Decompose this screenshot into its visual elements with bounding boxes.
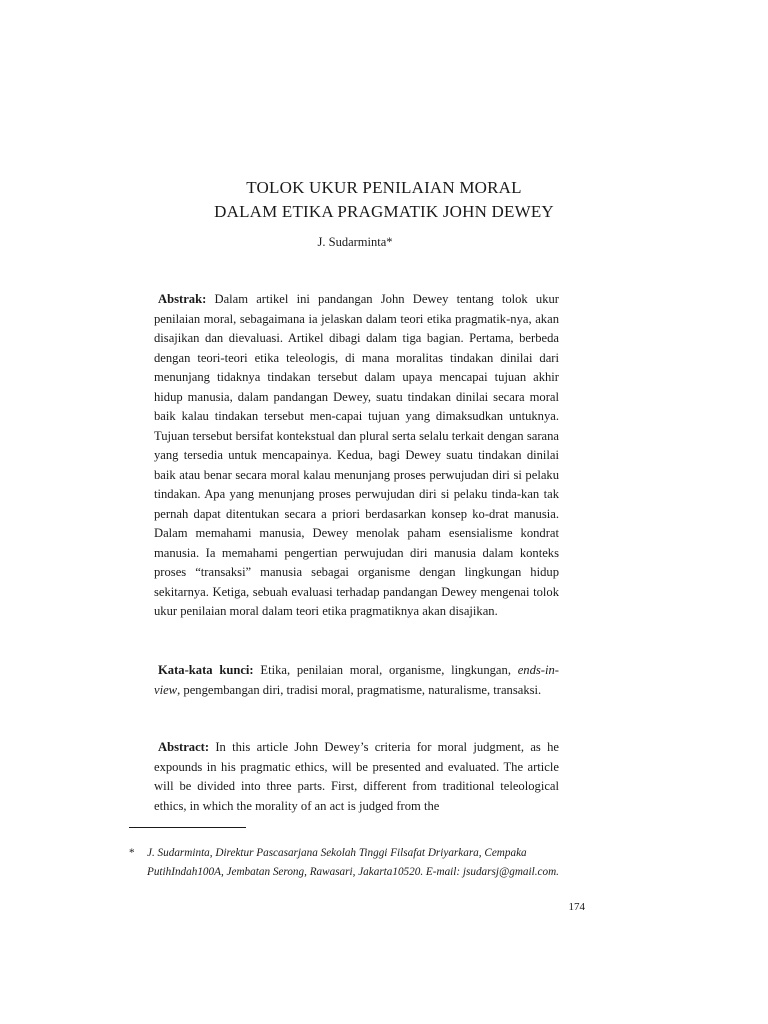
author-name: J. Sudarminta* [317,235,393,249]
abstract-indonesian-text: Dalam artikel ini pandangan John Dewey tentang tolok ukur penilaian moral, sebagaimana ia jelaskan dalam teori etika pragmatik-nya, akan disajikan dan dievaluasi. Artikel dibagi dalam tiga bagian. Pertama, berbeda dengan teori-teori etika teleologis, di mana moralitas tindakan dinilai dari menunjang tidaknya tindakan tersebut dalam upaya mencapai tujuan akhir hidup manusia, dalam pandangan Dewey, suatu tindakan dinilai secara moral baik kalau tindakan tersebut men-capai tujuan yang dimaksudkan untuknya. Tujuan tersebut bersifat kontekstual dan plural serta selalu terkait dengan sarana yang tersedia untuk mencapainya. Kedua, bagi Dewey suatu tindakan dinilai baik atau benar secara moral kalau menunjang proses perwujudan diri si pelaku tindakan. Apa yang menunjang proses perwujudan diri si pelaku tinda-kan tak pernah dapat ditentukan secara a priori berdasarkan konsep ko-drat manusia. Dalam memahami manusia, Dewey menolak paham esensialisme kondrat manusia. Ia memahami pengertian perwujudan diri manusia dalam konteks proses “transaksi” manusia sebagai organisme dengan lingkungan hidup sekitarnya. Ketiga, sebuah evaluasi terhadap pandangan Dewey mengenai tolok ukur penilaian moral dalam teori etika pragmatiknya akan disajikan. [154,292,559,618]
footnote-text: J. Sudarminta, Direktur Pascasarjana Sekolah Tinggi Filsafat Driyarkara, Cempaka PutihIndah100A, Jembatan Serong, Rawasari, Jakarta10520. E-mail: jsudarsj@gmail.com. [147,847,559,878]
footnote-divider [129,827,246,828]
abstract-english-text: In this article John Dewey’s criteria for moral judgment, as he expounds in his pragmatic ethics, will be presented and evaluated. The article will be divided into three parts. First, different from traditional teleological ethics, in which the morality of an act is judged from the [154,740,559,813]
abstract-english [154,738,559,816]
keywords [154,661,559,700]
footnote [129,844,589,882]
keywords-text-before: Etika, penilaian moral, organisme, lingkungan, [260,663,511,677]
keywords-text-after: , pengembangan diri, tradisi moral, pragmatisme, naturalisme, transaksi. [177,682,542,697]
abstract-english-label: Abstract: [158,740,210,754]
title-line-2: DALAM ETIKA PRAGMATIK JOHN DEWEY [214,202,554,221]
footnote-mark: * [129,847,135,859]
article-title [0,176,768,224]
keywords-italic-term: ends-in-view [154,663,559,697]
title-line-1: TOLOK UKUR PENILAIAN MORAL [246,178,522,197]
abstract-indonesian [154,290,559,622]
keywords-label: Kata-kata kunci: [158,663,254,677]
abstract-indonesian-label: Abstrak: [158,292,207,306]
page-number: 174 [568,901,585,913]
